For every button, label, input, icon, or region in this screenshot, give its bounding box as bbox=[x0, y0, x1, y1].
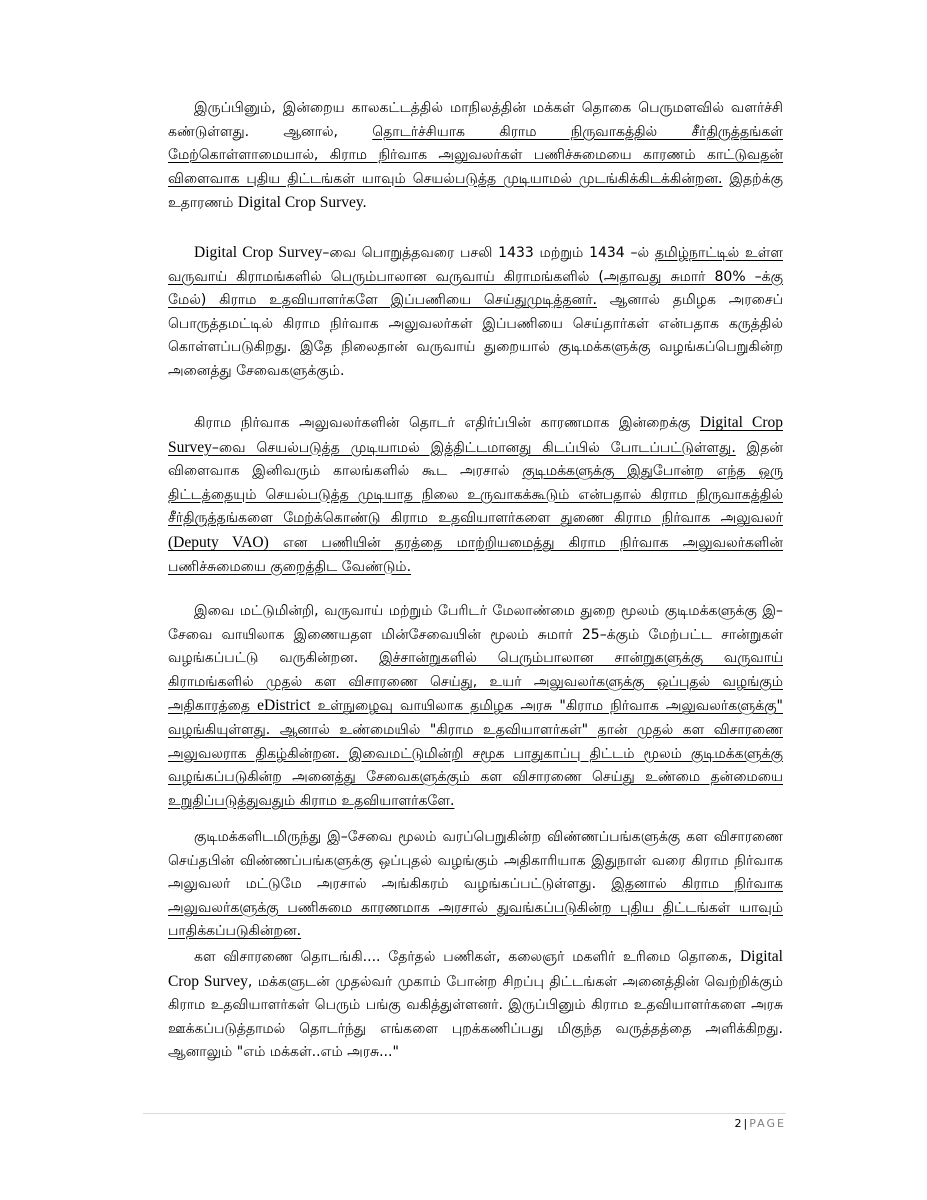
paragraph-3-text-run: Digital Crop Survey bbox=[168, 414, 783, 456]
page-number: 2 bbox=[734, 1117, 744, 1130]
paragraph-2-text-run: ஆனால் தமிழக அரசைப் பொருத்தமட்டில் கிராம நிர்வாக அலுவலர்கள் இப்பணியை செய்தார்கள் என்பதாக கருத்தில் கொள்ளப்படுகிறது. இதே நிலைதான் வருவாய் துறையால் குடிமக்களுக்கு வழங்கப்பெறுகின்ற அனைத்து சேவைகளுக்கும். bbox=[168, 292, 783, 379]
paragraph-1-text-run: தொடர்ச்சியாக கிராம நிருவாகத்தில் சீர்திருத்தங்கள் மேற்கொள்ளாமையால், கிராம நிர்வாக அலுவலர்கள் பணிச்சுமையை காரணம் காட்டுவதன் விளைவாக புதிய திட்டங்கள் யாவும் செயல்படுத்த முடியாமல் முடங்கிக்கிடக்கின்றன. bbox=[168, 123, 783, 187]
paragraph-4-text-run: உள்நுழைவு வாயிலாக தமிழக அரசு "கிராம நிர்வாக அலுவலர்களுக்கு" வழங்கியுள்ளது. ஆனால் உண்மையில் "கிராம உதவியாளர்கள்" தான் முதல் கள விசாரணை அலுவலராக திகழ்கின்றன. இவைமட்டுமின்றி சமூக பாதுகாப்பு திட்டம் மூலம் குடிமக்களுக்கு வழங்கப்படுகின்ற அனைத்து சேவைகளுக்கும் கள விசாரணை செய்து உண்மை தன்மையை உறுதிப்படுத்துவதும் கிராம உதவியாளர்களே. bbox=[168, 698, 783, 809]
footer-divider bbox=[143, 1113, 786, 1114]
paragraph-3-text-run: –வை செயல்படுத்த முடியாமல் இத்திட்டமானது கிடப்பில் போடப்பட்டுள்ளது. bbox=[211, 439, 736, 456]
paragraph-3-text-run: (Deputy VAO) bbox=[168, 533, 269, 551]
paragraph-6-text-run: கள விசாரணை தொடங்கி.... தேர்தல் பணிகள், கலைஞர் மகளிர் உரிமை தொகை, bbox=[194, 949, 740, 965]
paragraph-3-text-run: என பணியின் தரத்தை மாற்றியமைத்து கிராம நிர்வாக அலுவலர்களின் பணிச்சுமையை குறைத்திட வேண்டும். bbox=[168, 534, 783, 575]
paragraph-1 bbox=[168, 97, 783, 216]
page-label: PAGE bbox=[749, 1117, 786, 1130]
paragraph-2-text-run: Digital Crop Survey bbox=[194, 244, 323, 261]
paragraph-6 bbox=[168, 945, 783, 1065]
paragraph-3-text-run: குடிமக்களுக்கு இதுபோன்ற எந்த ஒரு திட்டத்தையும் செயல்படுத்த முடியாத நிலை உருவாகக்கூடும் என்பதால் கிராம நிருவாகத்தில் சீர்திருத்தங்களை மேற்க்கொண்டு கிராம உதவியாளர்களை துணை கிராம நிர்வாக அலுவலர் bbox=[168, 463, 784, 527]
paragraph-5-text-run: இதனால் கிராம நிர்வாக அலுவலர்களுக்கு பணிசுமை காரணமாக அரசால் துவங்கப்படுகின்ற புதிய திட்டங்கள் யாவும் பாதிக்கப்படுகின்றன. bbox=[168, 876, 783, 940]
footer-separator: | bbox=[743, 1117, 750, 1130]
paragraph-1-text-run: இதற்க்கு உதாரணம் bbox=[168, 170, 784, 212]
paragraph-4 bbox=[168, 600, 783, 813]
paragraph-4-text-run: இவை மட்டுமின்றி, வருவாய் மற்றும் பேரிடர் மேலாண்மை துறை மூலம் குடிமக்களுக்கு இ–சேவை வாயிலாக இணையதள மின்சேவையின் மூலம் சுமார் 25–க்கும் மேற்பட்ட சான்றுகள் வழங்கப்பட்டு வருகின்றன. bbox=[168, 603, 783, 667]
paragraph-6-text-run: , மக்களுடன் முதல்வர் முகாம் போன்ற சிறப்பு திட்டங்கள் அனைத்தின் வெற்றிக்கும் கிராம உதவியாளர்கள் பெரும் பங்கு வகித்துள்ளனர். இருப்பினும் கிராம உதவியாளர்களை அரசு ஊக்கப்படுத்தாமல் தொடர்ந்து எங்களை புறக்கணிப்பது மிகுந்த வருத்தத்தை அளிக்கிறது. ஆனாலும் "எம் மக்கள்..எம் அரசு..." bbox=[168, 973, 783, 1061]
paragraph-1-text-run: Digital Crop Survey. bbox=[237, 194, 367, 212]
paragraph-4-text-run: eDistrict bbox=[257, 697, 311, 715]
paragraph-5 bbox=[168, 826, 783, 944]
paragraph-2 bbox=[168, 241, 783, 384]
paragraph-2-text-run: –வை பொறுத்தவரை பசலி 1433 மற்றும் 1434 –ல் bbox=[322, 245, 655, 261]
paragraph-6-text-run: Digital Crop Survey bbox=[168, 948, 783, 990]
paragraph-1-text-run: இருப்பினும், இன்றைய காலகட்டத்தில் மாநிலத்தின் மக்கள் தொகை பெருமளவில் வளர்ச்சி கண்டுள்ளது. ஆனால், bbox=[168, 100, 783, 140]
paragraph-3-text-run: கிராம நிர்வாக அலுவலர்களின் தொடர் எதிர்ப்பின் காரணமாக இன்றைக்கு bbox=[194, 415, 700, 431]
paragraph-3-text-run: இதன் விளைவாக இனிவரும் காலங்களில் கூட அரசால் bbox=[168, 439, 783, 480]
paragraph-2-text-run: தமிழ்நாட்டில் உள்ள வருவாய் கிராமங்களில் பெரும்பாலான வருவாய் கிராமங்களில் (அதாவது சுமார் 80% –க்கு மேல்) கிராம உதவியாளர்களே இப்பணியை செய்துமுடித்தனர். bbox=[168, 245, 783, 309]
paragraph-5-text-run: குடிமக்களிடமிருந்து இ–சேவை மூலம் வரப்பெறுகின்ற விண்ணப்பங்களுக்கு கள விசாரணை செய்தபின் விண்ணப்பங்களுக்கு ஒப்புதல் வழங்கும் அதிகாரியாக இதுநாள் வரை கிராம நிர்வாக அலுவலர் மட்டுமே அரசால் அங்கிகரம் வழங்கப்பட்டுள்ளது. bbox=[168, 829, 783, 893]
page-footer bbox=[700, 1117, 786, 1130]
paragraph-4-text-run: இச்சான்றுகளில் பெரும்பாலான சான்றுகளுக்கு வருவாய் கிராமங்களில் முதல் கள விசாரணை செய்து, உயர் அலுவலர்களுக்கு ஒப்புதல் வழங்கும் அதிகாரத்தை bbox=[168, 650, 784, 715]
paragraph-3 bbox=[168, 411, 783, 579]
